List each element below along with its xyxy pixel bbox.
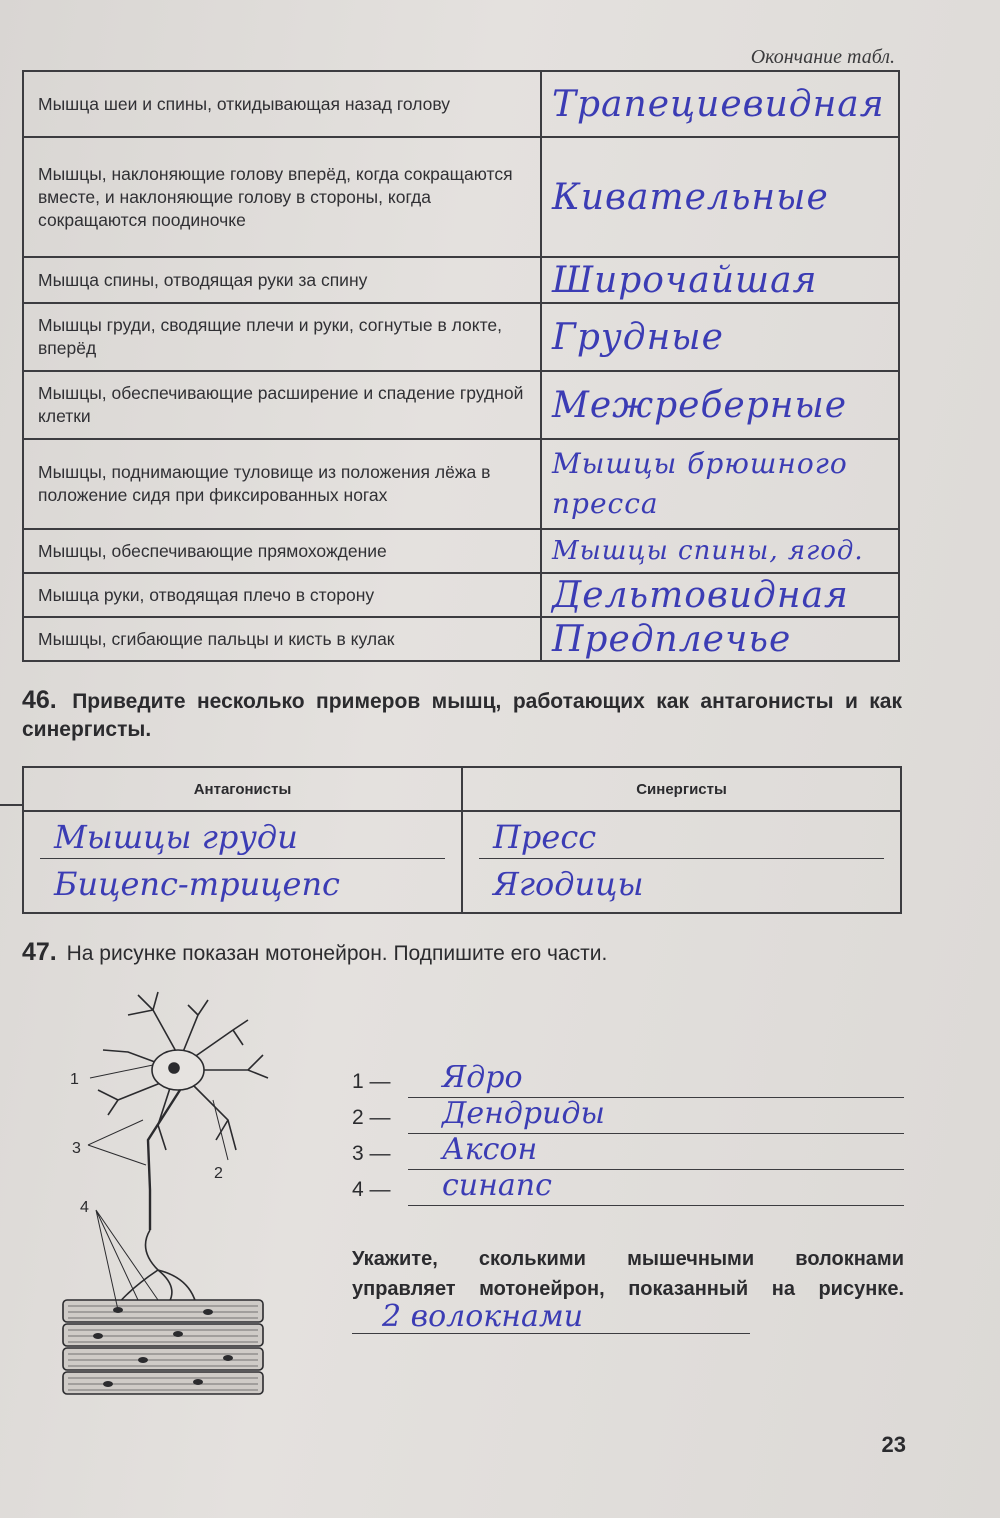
part-answer: Аксон	[408, 1135, 904, 1170]
figure-label-1: 1	[70, 1071, 79, 1088]
table-row	[23, 303, 899, 371]
table-row	[23, 529, 899, 573]
part-answer: Ядро	[408, 1063, 904, 1098]
part-labels	[352, 1062, 904, 1206]
figure-label-3: 3	[72, 1140, 81, 1157]
part-answer: Дендриды	[408, 1099, 904, 1134]
antagonists-cell	[23, 811, 462, 913]
answer-cell: Дельтовидная	[541, 573, 899, 617]
answer-cell: Мышцы спины, ягод.	[541, 529, 899, 573]
question-cell: Мышца руки, отводящая плечо в сторону	[23, 573, 541, 617]
column-header-antagonists: Антагонисты	[23, 767, 462, 811]
part-row	[352, 1062, 904, 1098]
part-answer: синапс	[408, 1171, 904, 1206]
part-number: 1 —	[352, 1070, 391, 1093]
table-row	[23, 439, 899, 529]
answer-cell: Межреберные	[541, 371, 899, 439]
answer-cell: Трапециевидная	[541, 71, 899, 137]
task-47	[22, 938, 607, 968]
table-row	[23, 371, 899, 439]
question-cell: Мышцы, обеспечивающие прямохождение	[23, 529, 541, 573]
answer-line: Пресс	[479, 812, 884, 859]
fiber-question	[352, 1244, 904, 1334]
part-number: 3 —	[352, 1142, 391, 1165]
answer-cell: Широчайшая	[541, 257, 899, 303]
task-46	[22, 686, 902, 744]
page-number: 23	[881, 1432, 906, 1457]
synergists-cell	[462, 811, 901, 913]
part-row	[352, 1134, 904, 1170]
part-row	[352, 1098, 904, 1134]
table-row	[23, 71, 899, 137]
question-cell: Мышцы, сгибающие пальцы и кисть в кулак	[23, 617, 541, 661]
answer-line: Мышцы груди	[40, 812, 445, 859]
task-text: Приведите несколько примеров мышц, работающих как антагонисты и как синергисты.	[22, 690, 902, 741]
task-number: 46.	[22, 686, 57, 714]
divider	[0, 804, 24, 806]
answer-cell: Кивательные	[541, 137, 899, 257]
table-caption: Окончание табл.	[750, 46, 895, 68]
muscles-table	[22, 70, 900, 662]
table-row	[23, 257, 899, 303]
question-cell: Мышцы, обеспечивающие расширение и спадение грудной клетки	[23, 371, 541, 439]
figure-label-2: 2	[214, 1165, 223, 1182]
answer-line: Бицепс-трицепс	[54, 865, 340, 903]
answer-cell: Грудные	[541, 303, 899, 371]
question-cell: Мышцы, наклоняющие голову вперёд, когда сокращаются вместе, и наклоняющие голову в стороны, когда сокращаются поодиночке	[23, 137, 541, 257]
question-cell: Мышцы груди, сводящие плечи и руки, согнутые в локте, вперёд	[23, 303, 541, 371]
motoneuron-figure	[58, 990, 308, 1400]
table-row	[23, 617, 899, 661]
column-header-synergists: Синергисты	[462, 767, 901, 811]
task-text: На рисунке показан мотонейрон. Подпишите его части.	[66, 942, 608, 965]
question-text: Укажите, сколькими мышечными волокнами управляет мотонейрон, показанный на рисунке.	[352, 1248, 904, 1300]
table-row	[23, 573, 899, 617]
question-cell: Мышцы, поднимающие туловище из положения лёжа в положение сидя при фиксированных ногах	[23, 439, 541, 529]
answer-cell: Мышцы брюшного пресса	[541, 439, 899, 529]
question-cell: Мышца спины, отводящая руки за спину	[23, 257, 541, 303]
part-number: 4 —	[352, 1178, 391, 1201]
answer-cell: Предплечье	[541, 617, 899, 661]
figure-label-4: 4	[80, 1199, 89, 1216]
part-number: 2 —	[352, 1106, 391, 1129]
part-row	[352, 1170, 904, 1206]
fiber-answer: 2 волокнами	[352, 1304, 750, 1334]
answer-line: Ягодицы	[493, 865, 644, 903]
table-row	[23, 137, 899, 257]
question-cell: Мышца шеи и спины, откидывающая назад голову	[23, 71, 541, 137]
task-number: 47.	[22, 938, 57, 966]
antagonists-synergists-table	[22, 766, 902, 914]
